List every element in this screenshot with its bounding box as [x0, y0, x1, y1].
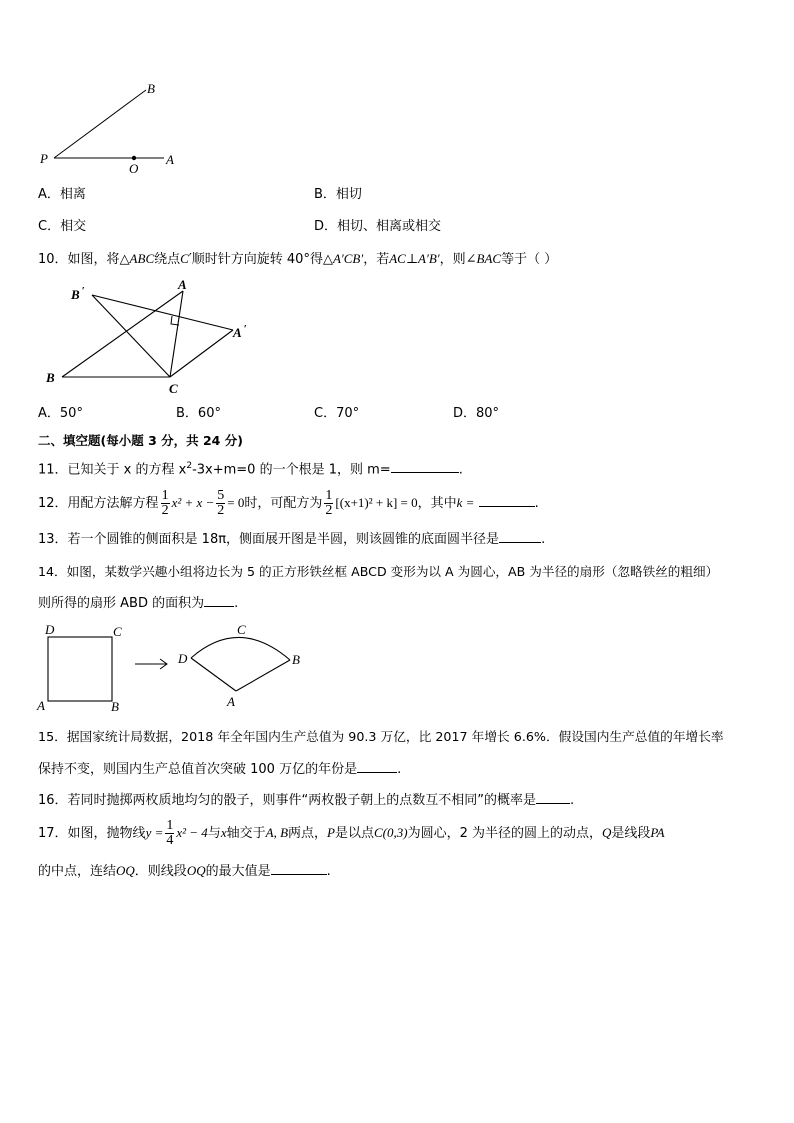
question-10: 10．如图，将△ABC绕点C′顺时针方向旋转 40°得△A′CB′，若AC⊥A′B′，则∠BAC等于（ ）: [38, 251, 558, 267]
label-p: P: [40, 151, 48, 166]
fraction: $\frac{1}{2}$: [161, 488, 169, 518]
label-b2: B: [292, 652, 300, 667]
label-a: A: [166, 152, 174, 167]
label-b: B: [147, 81, 155, 96]
question-15-line1: 15．据国家统计局数据，2018 年全年国内生产总值为 90.3 万亿，比 2017 年增长 6.6%．假设国内生产总值的年增长率: [38, 729, 724, 744]
label-b-prime: B ′: [71, 285, 85, 302]
question-13: 13．若一个圆锥的侧面积是 18π，侧面展开图是半圆，则该圆锥的底面圆半径是 .: [38, 532, 546, 547]
question-12: 12．用配方法解方程 $\frac{1}{2}$ x² + x − $\frac{5}{2}$ = 0时，可配方为 $\frac{1}{2}$ [(x+1)² + k] = 0，其中k = .: [38, 488, 539, 518]
answer-blank[interactable]: [479, 494, 535, 507]
question-16: 16．若同时抛掷两枚质地均匀的骰子，则事件“两枚骰子朝上的点数互不相同”的概率是 .: [38, 793, 575, 808]
q9-option-a: A．相离: [38, 187, 86, 202]
label-a-prime: A ′: [233, 323, 247, 340]
segment-ba: [62, 291, 183, 377]
label-d: D: [45, 622, 55, 637]
label-o: O: [129, 161, 139, 176]
answer-blank[interactable]: [391, 460, 459, 473]
label-b: B: [111, 699, 119, 714]
segment-b1c: [92, 295, 170, 377]
q10-option-c: C．70°: [314, 406, 360, 421]
label-a: A: [37, 698, 45, 713]
fraction: $\frac{1}{4}$: [166, 818, 174, 848]
answer-blank[interactable]: [499, 530, 541, 543]
ray-pb: [54, 90, 146, 158]
fraction: $\frac{5}{2}$: [217, 488, 225, 518]
question-15-line2: 保持不变，则国内生产总值首次突破 100 万亿的年份是 .: [38, 762, 402, 777]
figure-q14: [34, 620, 314, 716]
point-o: [132, 156, 136, 160]
label-d2: D: [178, 651, 188, 666]
label-c: C: [169, 381, 178, 396]
question-17-line2: 的中点，连结OQ．则线段OQ的最大值是 .: [38, 863, 331, 879]
label-c: C: [113, 624, 122, 639]
question-17-line1: 17．如图，抛物线y = $\frac{1}{4}$ x² − 4与x轴交于A, B两点，P是以点C(0,3)为圆心，2 为半径的圆上的动点，Q是线段PA: [38, 818, 665, 848]
label-b: B: [46, 370, 55, 385]
answer-blank[interactable]: [204, 594, 234, 607]
segment-ca1: [170, 330, 233, 377]
segment-b1a1: [92, 295, 233, 330]
radius-ab: [236, 660, 290, 691]
q9-option-d: D．相切、相离或相交: [314, 219, 442, 234]
figure-q9: [36, 78, 186, 178]
question-14-line1: 14．如图，某数学兴趣小组将边长为 5 的正方形铁丝框 ABCD 变形为以 A 为圆心，AB 为半径的扇形（忽略铁丝的粗细）: [38, 564, 719, 579]
label-c2: C: [237, 622, 246, 637]
answer-blank[interactable]: [357, 760, 397, 773]
question-11: 11．已知关于 x 的方程 $x^2-3x+m=0$ 的一个根是 1，则 m= .: [38, 461, 463, 478]
q10-option-b: B．60°: [176, 406, 221, 421]
label-a: A: [178, 277, 187, 292]
fraction: $\frac{1}{2}$: [325, 488, 333, 518]
section-heading: 二、填空题(每小题 3 分，共 24 分): [38, 433, 243, 448]
arc-dcb: [191, 637, 290, 660]
question-14-line2: 则所得的扇形 ABD 的面积为 .: [38, 596, 239, 611]
square-abcd: [48, 637, 112, 701]
figure-q10: [40, 275, 270, 400]
q9-option-c: C．相交: [38, 219, 87, 234]
label-a2: A: [227, 694, 235, 709]
q10-option-a: A．50°: [38, 406, 83, 421]
radius-ad: [191, 658, 236, 691]
answer-blank[interactable]: [536, 791, 570, 804]
q9-option-b: B．相切: [314, 187, 362, 202]
segment-ac: [170, 291, 183, 377]
answer-blank[interactable]: [271, 862, 327, 875]
q10-option-d: D．80°: [453, 406, 500, 421]
